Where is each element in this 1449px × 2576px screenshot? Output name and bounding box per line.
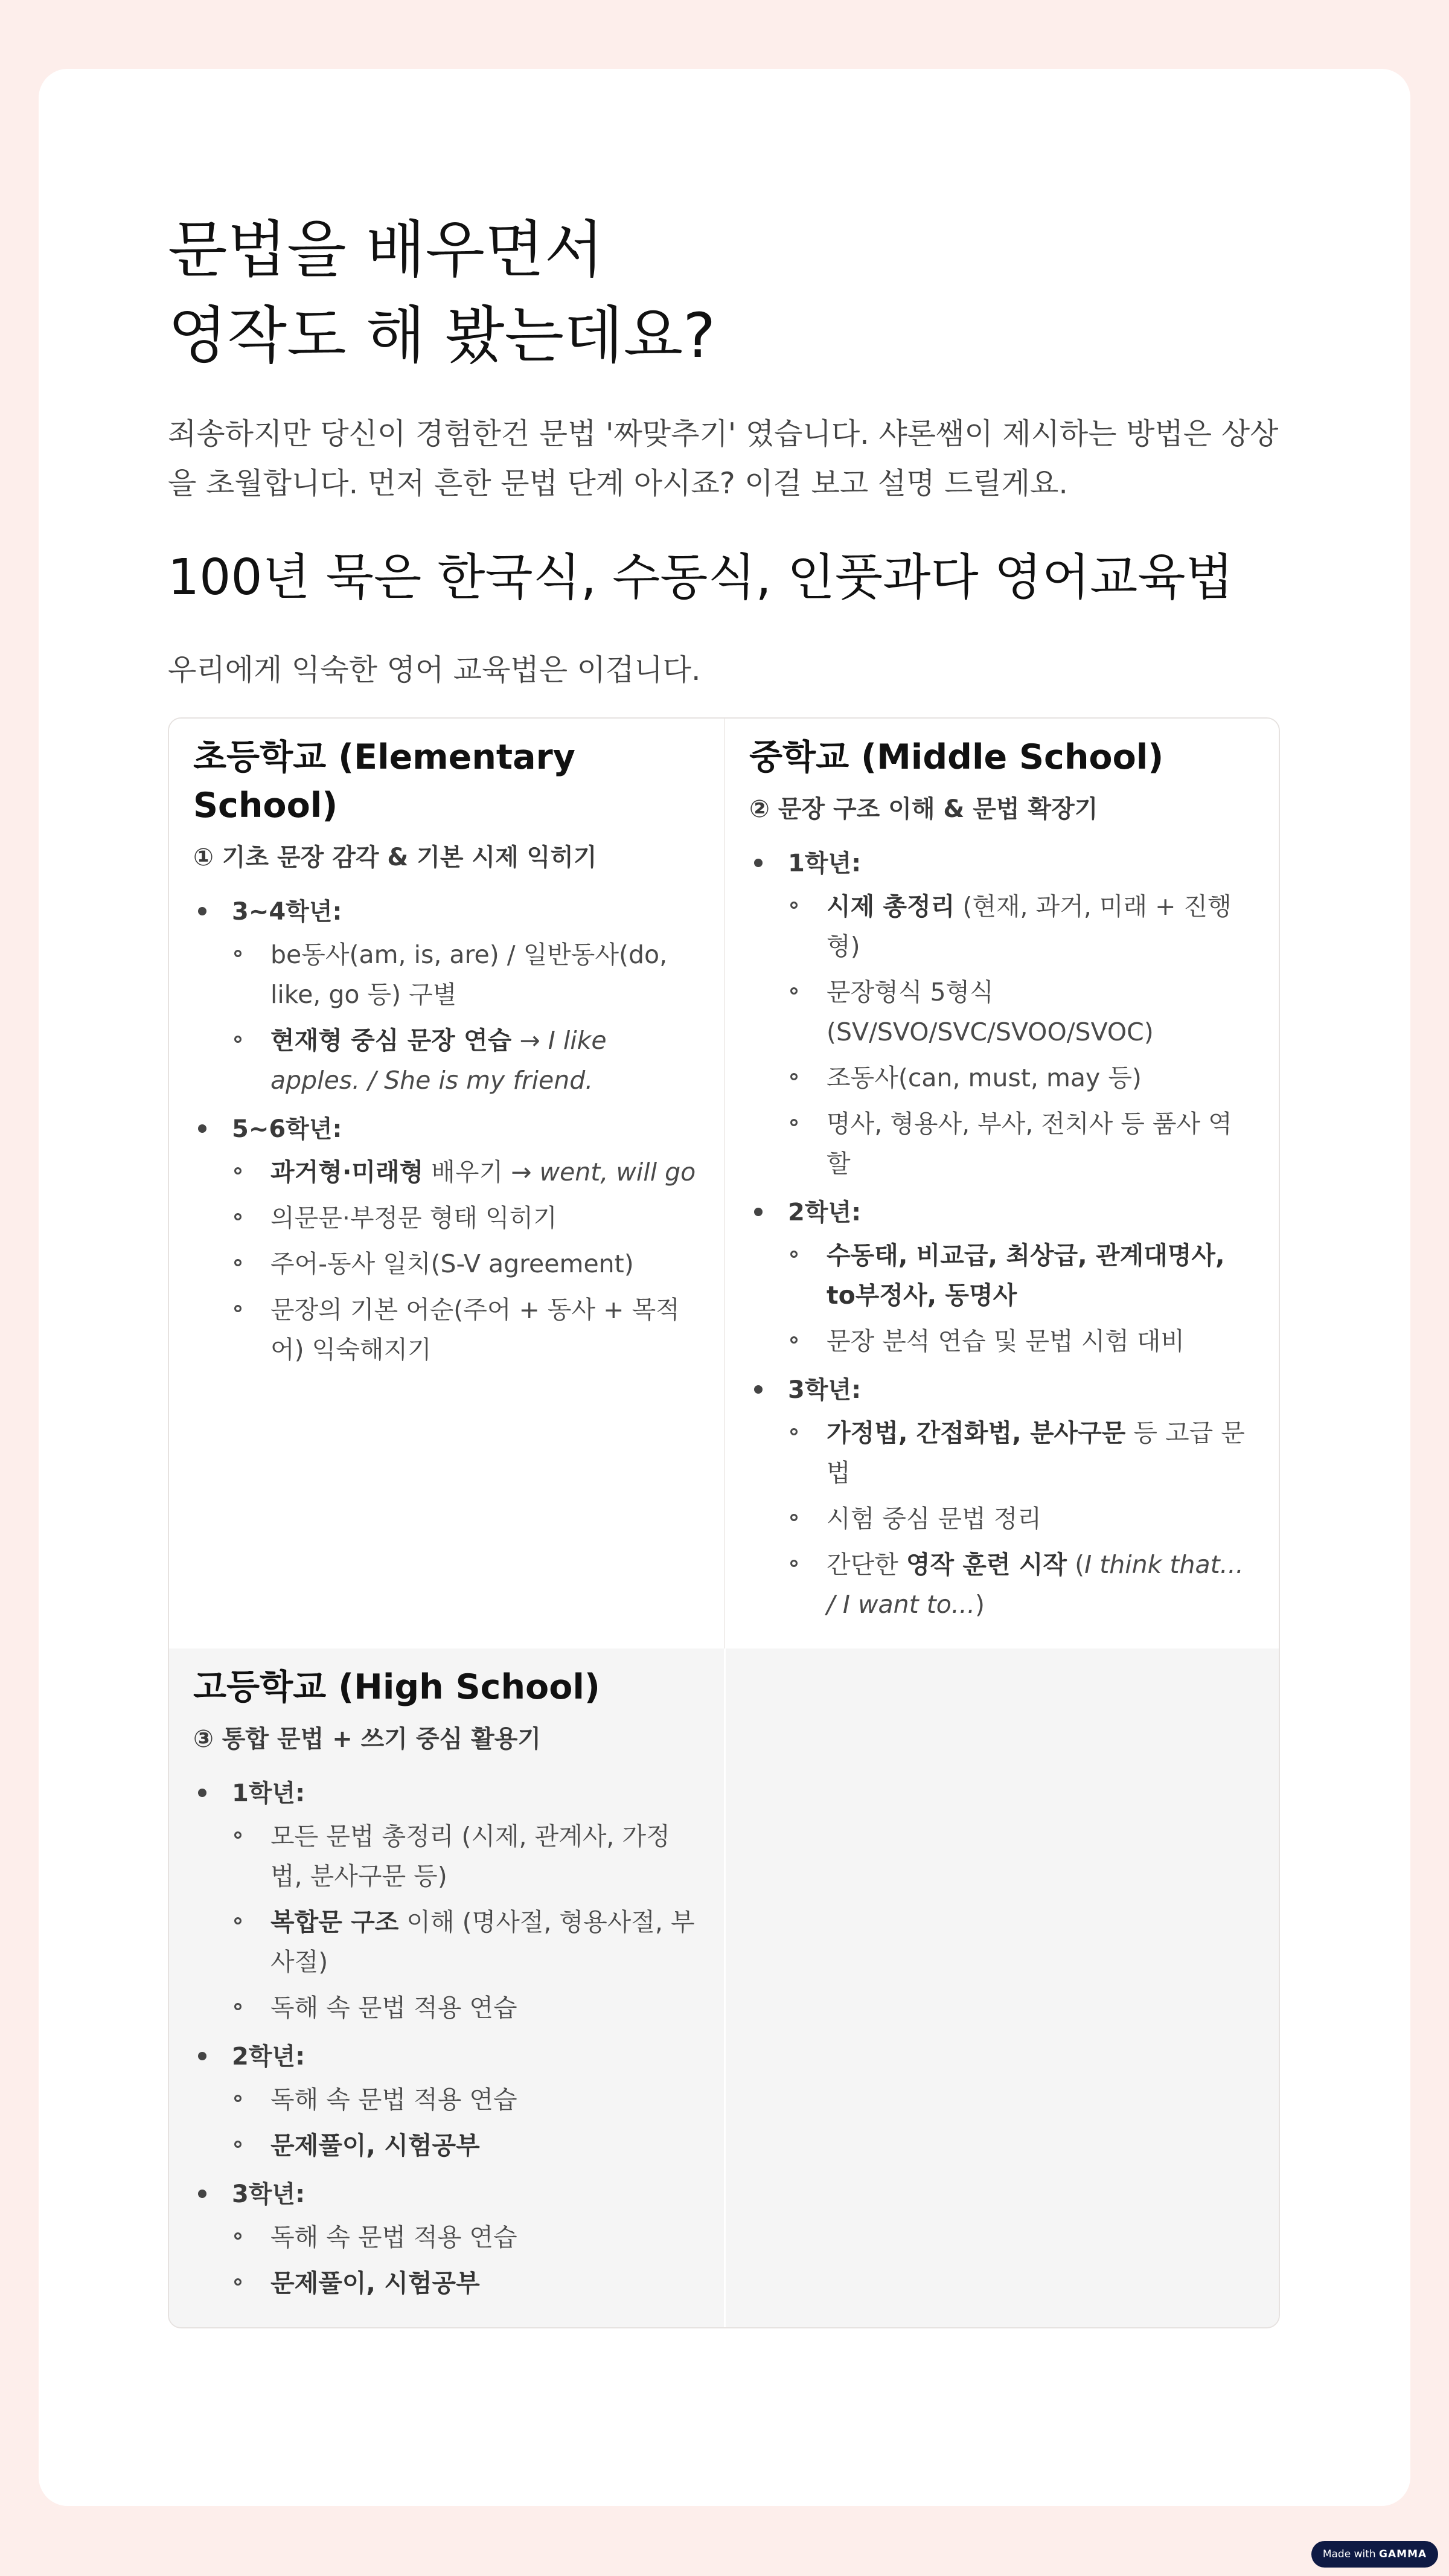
high-cell xyxy=(169,1648,724,2327)
topic-list xyxy=(788,886,1255,1184)
elementary-stage: ① 기초 문장 감각 & 기본 시제 익히기 xyxy=(193,844,597,871)
sub-intro-paragraph: 우리에게 익숙한 영어 교육법은 이겁니다. xyxy=(168,653,701,687)
table-row xyxy=(169,1648,1279,2327)
item-bold-text: 현재형 중심 문장 연습 xyxy=(270,1026,512,1055)
elementary-title: 초등학교 (Elementary School) xyxy=(193,737,575,825)
item-text: be동사(am, is, are) / 일반동사(do, like, go 등) 구별 xyxy=(270,940,668,1009)
grade-label: 2학년: xyxy=(232,2043,305,2071)
list-item xyxy=(232,1020,700,1100)
list-item xyxy=(232,2080,700,2119)
item-bold-text: 영작 훈련 시작 xyxy=(906,1550,1067,1579)
made-with-gamma-badge[interactable] xyxy=(1311,2541,1438,2568)
item-text: 배우기 → xyxy=(423,1158,540,1187)
item-text: 문장의 기본 어순(주어 + 동사 + 목적어) 익숙해지기 xyxy=(270,1295,680,1364)
table-row xyxy=(169,719,1279,1648)
topic-list xyxy=(232,1152,700,1370)
gamma-logo-text: GAMMA xyxy=(1379,2548,1427,2560)
list-item xyxy=(232,2126,700,2165)
list-item xyxy=(788,1235,1255,1315)
item-text: ) xyxy=(974,1590,985,1619)
list-item xyxy=(232,2217,700,2257)
item-bold-text: 가정법, 간접화법, 분사구문 xyxy=(827,1418,1126,1447)
topic-list xyxy=(232,2217,700,2303)
item-example-text: I like apples. / She is my friend. xyxy=(270,1026,607,1095)
item-text: 이해 (명사절, 형용사절, 부사절) xyxy=(270,1908,695,1976)
list-item xyxy=(788,1104,1255,1184)
item-text: 등 고급 문법 xyxy=(827,1418,1245,1487)
item-text: ( xyxy=(1067,1550,1085,1579)
grade-label: 1학년: xyxy=(232,1780,305,1807)
grade-label: 1학년: xyxy=(788,850,862,877)
list-item xyxy=(788,1321,1255,1361)
topic-list xyxy=(788,1235,1255,1361)
list-item xyxy=(788,1545,1255,1624)
high-title: 고등학교 (High School) xyxy=(193,1667,600,1707)
item-bold-text: 과거형·미래형 xyxy=(270,1158,424,1187)
title-line-2: 영작도 해 봤는데요? xyxy=(168,300,716,372)
list-item xyxy=(232,935,700,1014)
title-line-1: 문법을 배우면서 xyxy=(168,214,604,286)
grade-list xyxy=(193,1770,700,2303)
topic-list xyxy=(232,2080,700,2165)
topic-list xyxy=(232,1816,700,2028)
item-bold-text: 복합문 구조 xyxy=(270,1908,399,1937)
grade-label: 2학년: xyxy=(788,1199,862,1226)
list-item xyxy=(788,886,1255,966)
middle-stage: ② 문장 구조 이해 & 문법 확장기 xyxy=(749,795,1098,823)
item-bold-text: 문제풀이, 시험공부 xyxy=(270,2269,480,2298)
item-text: 간단한 xyxy=(827,1550,906,1579)
grade-item xyxy=(193,2034,700,2165)
curriculum-table xyxy=(168,717,1280,2328)
grade-item xyxy=(193,1106,700,1370)
grade-list xyxy=(193,889,700,1370)
list-item xyxy=(232,1902,700,1982)
list-item xyxy=(788,1499,1255,1539)
item-text: → xyxy=(511,1026,548,1055)
list-item xyxy=(232,1198,700,1238)
empty-cell xyxy=(724,1648,1279,2327)
list-item xyxy=(232,1816,700,1896)
item-text: 명사, 형용사, 부사, 전치사 등 품사 역할 xyxy=(827,1109,1232,1178)
grade-label: 3학년: xyxy=(788,1376,862,1404)
grade-list xyxy=(749,841,1255,1624)
item-text: 독해 속 문법 적용 연습 xyxy=(270,2085,517,2114)
item-bold-text: 문제풀이, 시험공부 xyxy=(270,2131,480,2160)
item-text: 모든 문법 총정리 (시제, 관계사, 가정법, 분사구문 등) xyxy=(270,1822,670,1891)
item-text: (현재, 과거, 미래 + 진행형) xyxy=(827,892,1232,961)
badge-prefix: Made with xyxy=(1322,2548,1380,2560)
intro-paragraph: 죄송하지만 당신이 경험한건 문법 '짜맞추기' 였습니다. 샤론쌤이 제시하는 방법은 상상을 초월합니다. 먼저 흔한 문법 단계 아시죠? 이걸 보고 설명 드릴게요. xyxy=(168,417,1279,501)
middle-cell xyxy=(724,719,1279,1648)
section-heading: 100년 묵은 한국식, 수동식, 인풋과다 영어교육법 xyxy=(168,549,1233,606)
item-text: 문장형식 5형식 (SV/SVO/SVC/SVOO/SVOC) xyxy=(827,978,1154,1046)
item-example-text: I think that... / I want to... xyxy=(827,1550,1244,1619)
list-item xyxy=(788,1413,1255,1493)
item-text: 시험 중심 문법 정리 xyxy=(827,1504,1041,1533)
item-text: 문장 분석 연습 및 문법 시험 대비 xyxy=(827,1327,1185,1356)
grade-label: 3학년: xyxy=(232,2180,305,2208)
list-item xyxy=(232,1290,700,1370)
elementary-cell xyxy=(169,719,724,1648)
item-text: 독해 속 문법 적용 연습 xyxy=(270,2223,517,2252)
list-item xyxy=(788,972,1255,1052)
grade-item xyxy=(749,1367,1255,1624)
item-example-text: went, will go xyxy=(539,1158,696,1187)
list-item xyxy=(232,1152,700,1192)
grade-label: 3~4학년: xyxy=(232,898,342,926)
middle-title: 중학교 (Middle School) xyxy=(749,737,1164,777)
high-stage: ③ 통합 문법 + 쓰기 중심 활용기 xyxy=(193,1725,541,1753)
item-bold-text: 시제 총정리 xyxy=(827,892,955,921)
item-bold-text: 수동태, 비교급, 최상급, 관계대명사, to부정사, 동명사 xyxy=(827,1241,1225,1310)
item-text: 조동사(can, must, may 등) xyxy=(827,1063,1142,1092)
grade-item xyxy=(193,1770,700,2028)
grade-item xyxy=(749,841,1255,1184)
list-item xyxy=(232,2263,700,2303)
grade-item xyxy=(193,889,700,1100)
grade-label: 5~6학년: xyxy=(232,1115,342,1143)
list-item xyxy=(232,1988,700,2028)
item-text: 의문문·부정문 형태 익히기 xyxy=(270,1203,557,1232)
grade-item xyxy=(193,2171,700,2303)
page-title xyxy=(168,208,1281,379)
list-item xyxy=(788,1058,1255,1098)
content-card xyxy=(39,69,1410,2506)
topic-list xyxy=(232,935,700,1100)
item-text: 독해 속 문법 적용 연습 xyxy=(270,1993,517,2022)
item-text: 주어-동사 일치(S-V agreement) xyxy=(270,1249,634,1278)
grade-item xyxy=(749,1190,1255,1361)
topic-list xyxy=(788,1413,1255,1624)
list-item xyxy=(232,1244,700,1284)
